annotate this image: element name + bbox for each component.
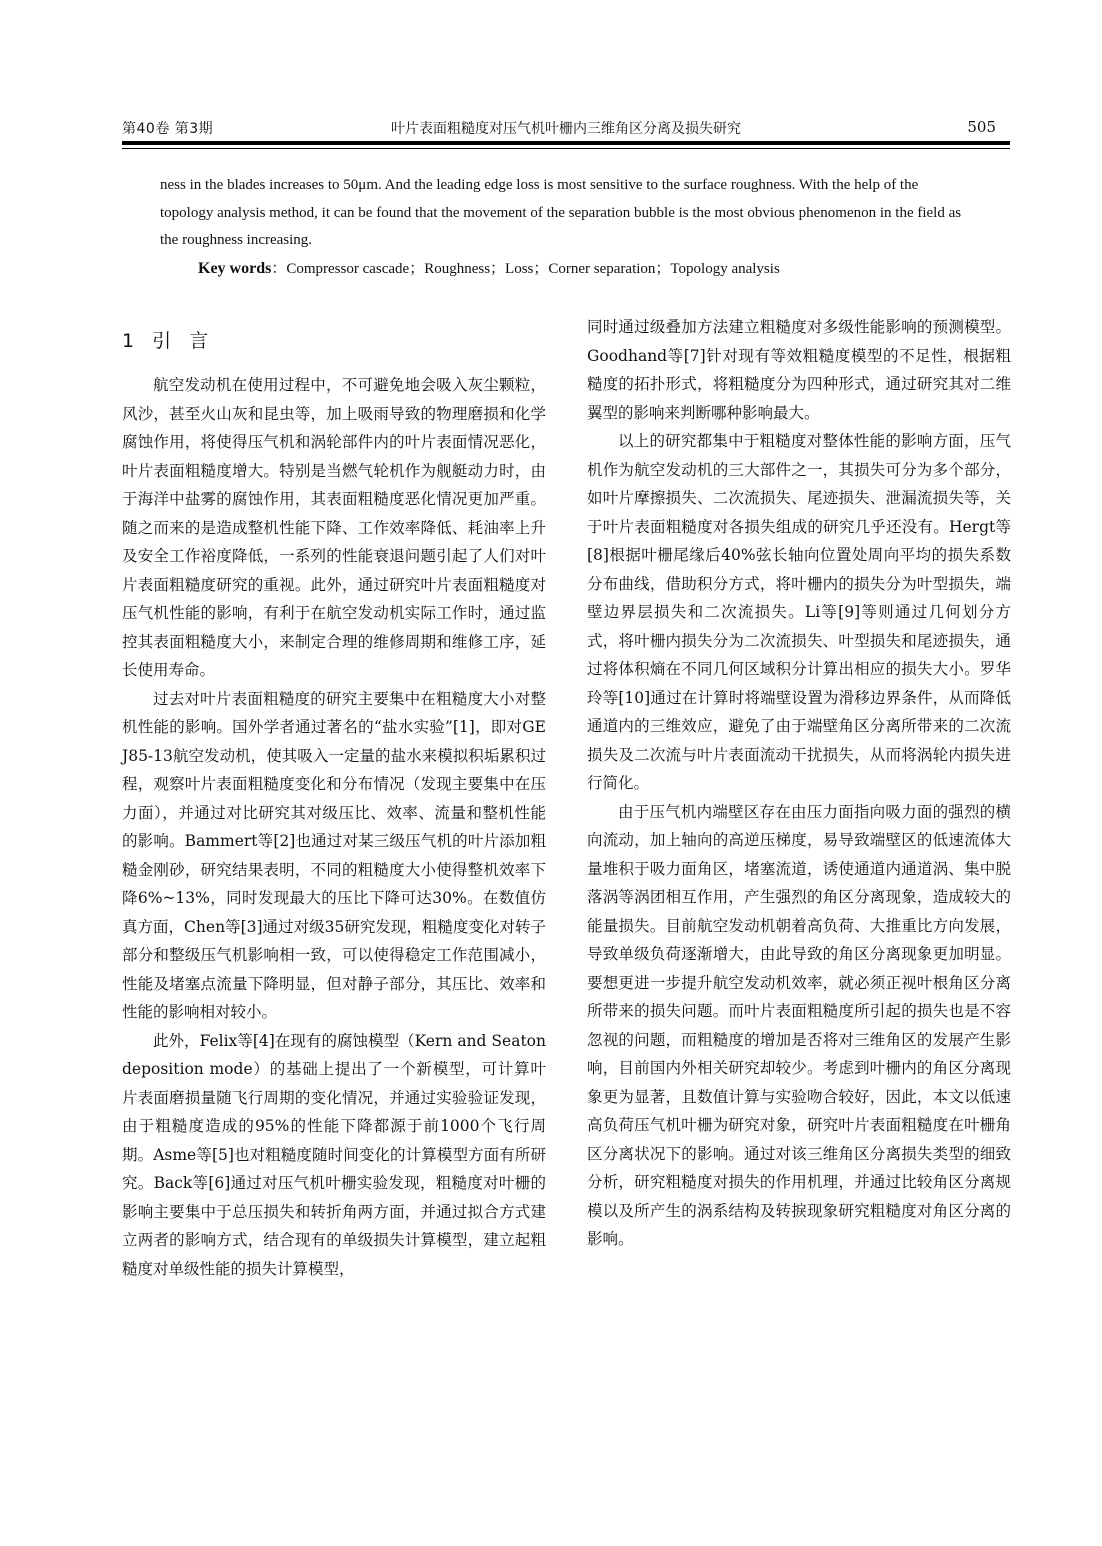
header-rule-thin xyxy=(122,148,1010,149)
running-header xyxy=(122,118,1010,140)
paragraph: 过去对叶片表面粗糙度的研究主要集中在粗糙度大小对整机性能的影响。国外学者通过著名的“盐水实验”[1]，即对GE J85-13航空发动机，使其吸入一定量的盐水来模拟积垢累积过程，观察叶片表面粗糙度变化和分布情况（发现主要集中在压力面），并通过对比研究其对级压比、效率、流量和整机性能的影响。Bammert等[2]也通过对某三级压气机的叶片添加粗糙金刚砂，研究结果表明，不同的粗糙度大小使得整机效率下降6%~13%，同时发现最大的压比下降可达30%。在数值仿真方面，Chen等[3]通过对级35研究发现，粗糙度变化对转子部分和整级压气机影响相一致，可以使得稳定工作范围减小，性能及堵塞点流量下降明显，但对静子部分，其压比、效率和性能的影响相对较小。 xyxy=(122,689,546,1021)
right-column xyxy=(587,313,1011,1254)
paragraph: 由于压气机内端壁区存在由压力面指向吸力面的强烈的横向流动，加上轴向的高逆压梯度，易导致端壁区的低速流体大量堆积于吸力面角区，堵塞流道，诱使通道内通道涡、集中脱落涡等涡团相互作用，产生强烈的角区分离现象，造成较大的能量损失。目前航空发动机朝着高负荷、大推重比方向发展，导致单级负荷逐渐增大，由此导致的角区分离现象更加明显。要想更进一步提升航空发动机效率，就必须正视叶根角区分离所带来的损失问题。而叶片表面粗糙度所引起的损失也是不容忽视的问题，而粗糙度的增加是否将对三维角区的发展产生影响，目前国内外相关研究却较少。考虑到叶栅内的角区分离现象更为显著，且数值计算与实验吻合较好，因此，本文以低速高负荷压气机叶栅为研究对象，研究叶片表面粗糙度在叶栅角区分离状况下的影响。通过对该三维角区分离损失类型的细致分析，研究粗糙度对损失的作用机理，并通过比较角区分离规模以及所产生的涡系结构及转捩现象研究粗糙度对角区分离的影响。 xyxy=(587,802,1011,1248)
header-rule-thick xyxy=(122,141,1010,145)
paragraph: 此外，Felix等[4]在现有的腐蚀模型（Kern and Seaton deposition mode）的基础上提出了一个新模型，可计算叶片表面磨损量随飞行周期的变化情况，并通过实验验证发现，由于粗糙度造成的95%的性能下降都源于前1000个飞行周期。Asme等[5]也对粗糙度随时间变化的计算模型方面有所研究。Back等[6]通过对压气机叶栅实验发现，粗糙度对叶栅的影响主要集中于总压损失和转折角两方面，并通过拟合方式建立两者的影响方式，结合现有的单级损失计算模型，建立起粗糙度对单级性能的损失计算模型， xyxy=(122,1031,546,1278)
keywords-list: ：Compressor cascade；Roughness；Loss；Corner separation；Topology analysis xyxy=(271,260,780,277)
keywords-label: Key words xyxy=(198,259,272,277)
keywords-line xyxy=(160,255,975,284)
running-title: 叶片表面粗糙度对压气机叶栅内三维角区分离及损失研究 xyxy=(391,121,741,137)
left-column xyxy=(122,371,546,1283)
section-heading: 1 引 言 xyxy=(122,330,215,352)
page-number: 505 xyxy=(967,118,996,136)
journal-volume-issue: 第40卷 第3期 xyxy=(122,121,214,137)
abstract-text: ness in the blades increases to 50μm. And the leading edge loss is most sensitive to the surface roughness. With the help of the topology analysis method, it can be found that the movement of the separation bubble is the most obvious phenomenon in the field as the roughness increasing. xyxy=(160,177,962,248)
abstract-block xyxy=(160,172,975,283)
paragraph: 以上的研究都集中于粗糙度对整体性能的影响方面，压气机作为航空发动机的三大部件之一，其损失可分为多个部分，如叶片摩擦损失、二次流损失、尾迹损失、泄漏流损失等，关于叶片表面粗糙度对各损失组成的研究几乎还没有。Hergt等[8]根据叶栅尾缘后40%弦长轴向位置处周向平均的损失系数分布曲线，借助积分方式，将叶栅内的损失分为叶型损失，端壁边界层损失和二次流损失。Li等[9]等则通过几何划分方式，将叶栅内损失分为二次流损失、叶型损失和尾迹损失，通过将体积熵在不同几何区域积分计算出相应的损失大小。罗华玲等[10]通过在计算时将端壁设置为滑移边界条件，从而降低通道内的三维效应，避免了由于端壁角区分离所带来的二次流损失及二次流与叶片表面流动干扰损失，从而将涡轮内损失进行简化。 xyxy=(587,432,1011,792)
paragraph: 同时通过级叠加方法建立粗糙度对多级性能影响的预测模型。Goodhand等[7]针对现有等效粗糙度模型的不足性，根据粗糙度的拓扑形式，将粗糙度分为四种形式，通过研究其对二维翼型的影响来判断哪种影响最大。 xyxy=(587,318,1011,422)
paragraph: 航空发动机在使用过程中，不可避免地会吸入灰尘颗粒，风沙，甚至火山灰和昆虫等，加上吸雨导致的物理磨损和化学腐蚀作用，将使得压气机和涡轮部件内的叶片表面情况恶化，叶片表面粗糙度增大。特别是当燃气轮机作为舰艇动力时，由于海洋中盐雾的腐蚀作用，其表面粗糙度恶化情况更加严重。随之而来的是造成整机性能下降、工作效率降低、耗油率上升及安全工作裕度降低，一系列的性能衰退问题引起了人们对叶片表面粗糙度研究的重视。此外，通过研究叶片表面粗糙度对压气机性能的影响，有利于在航空发动机实际工作时，通过监控其表面粗糙度大小，来制定合理的维修周期和维修工序，延长使用寿命。 xyxy=(122,376,546,679)
